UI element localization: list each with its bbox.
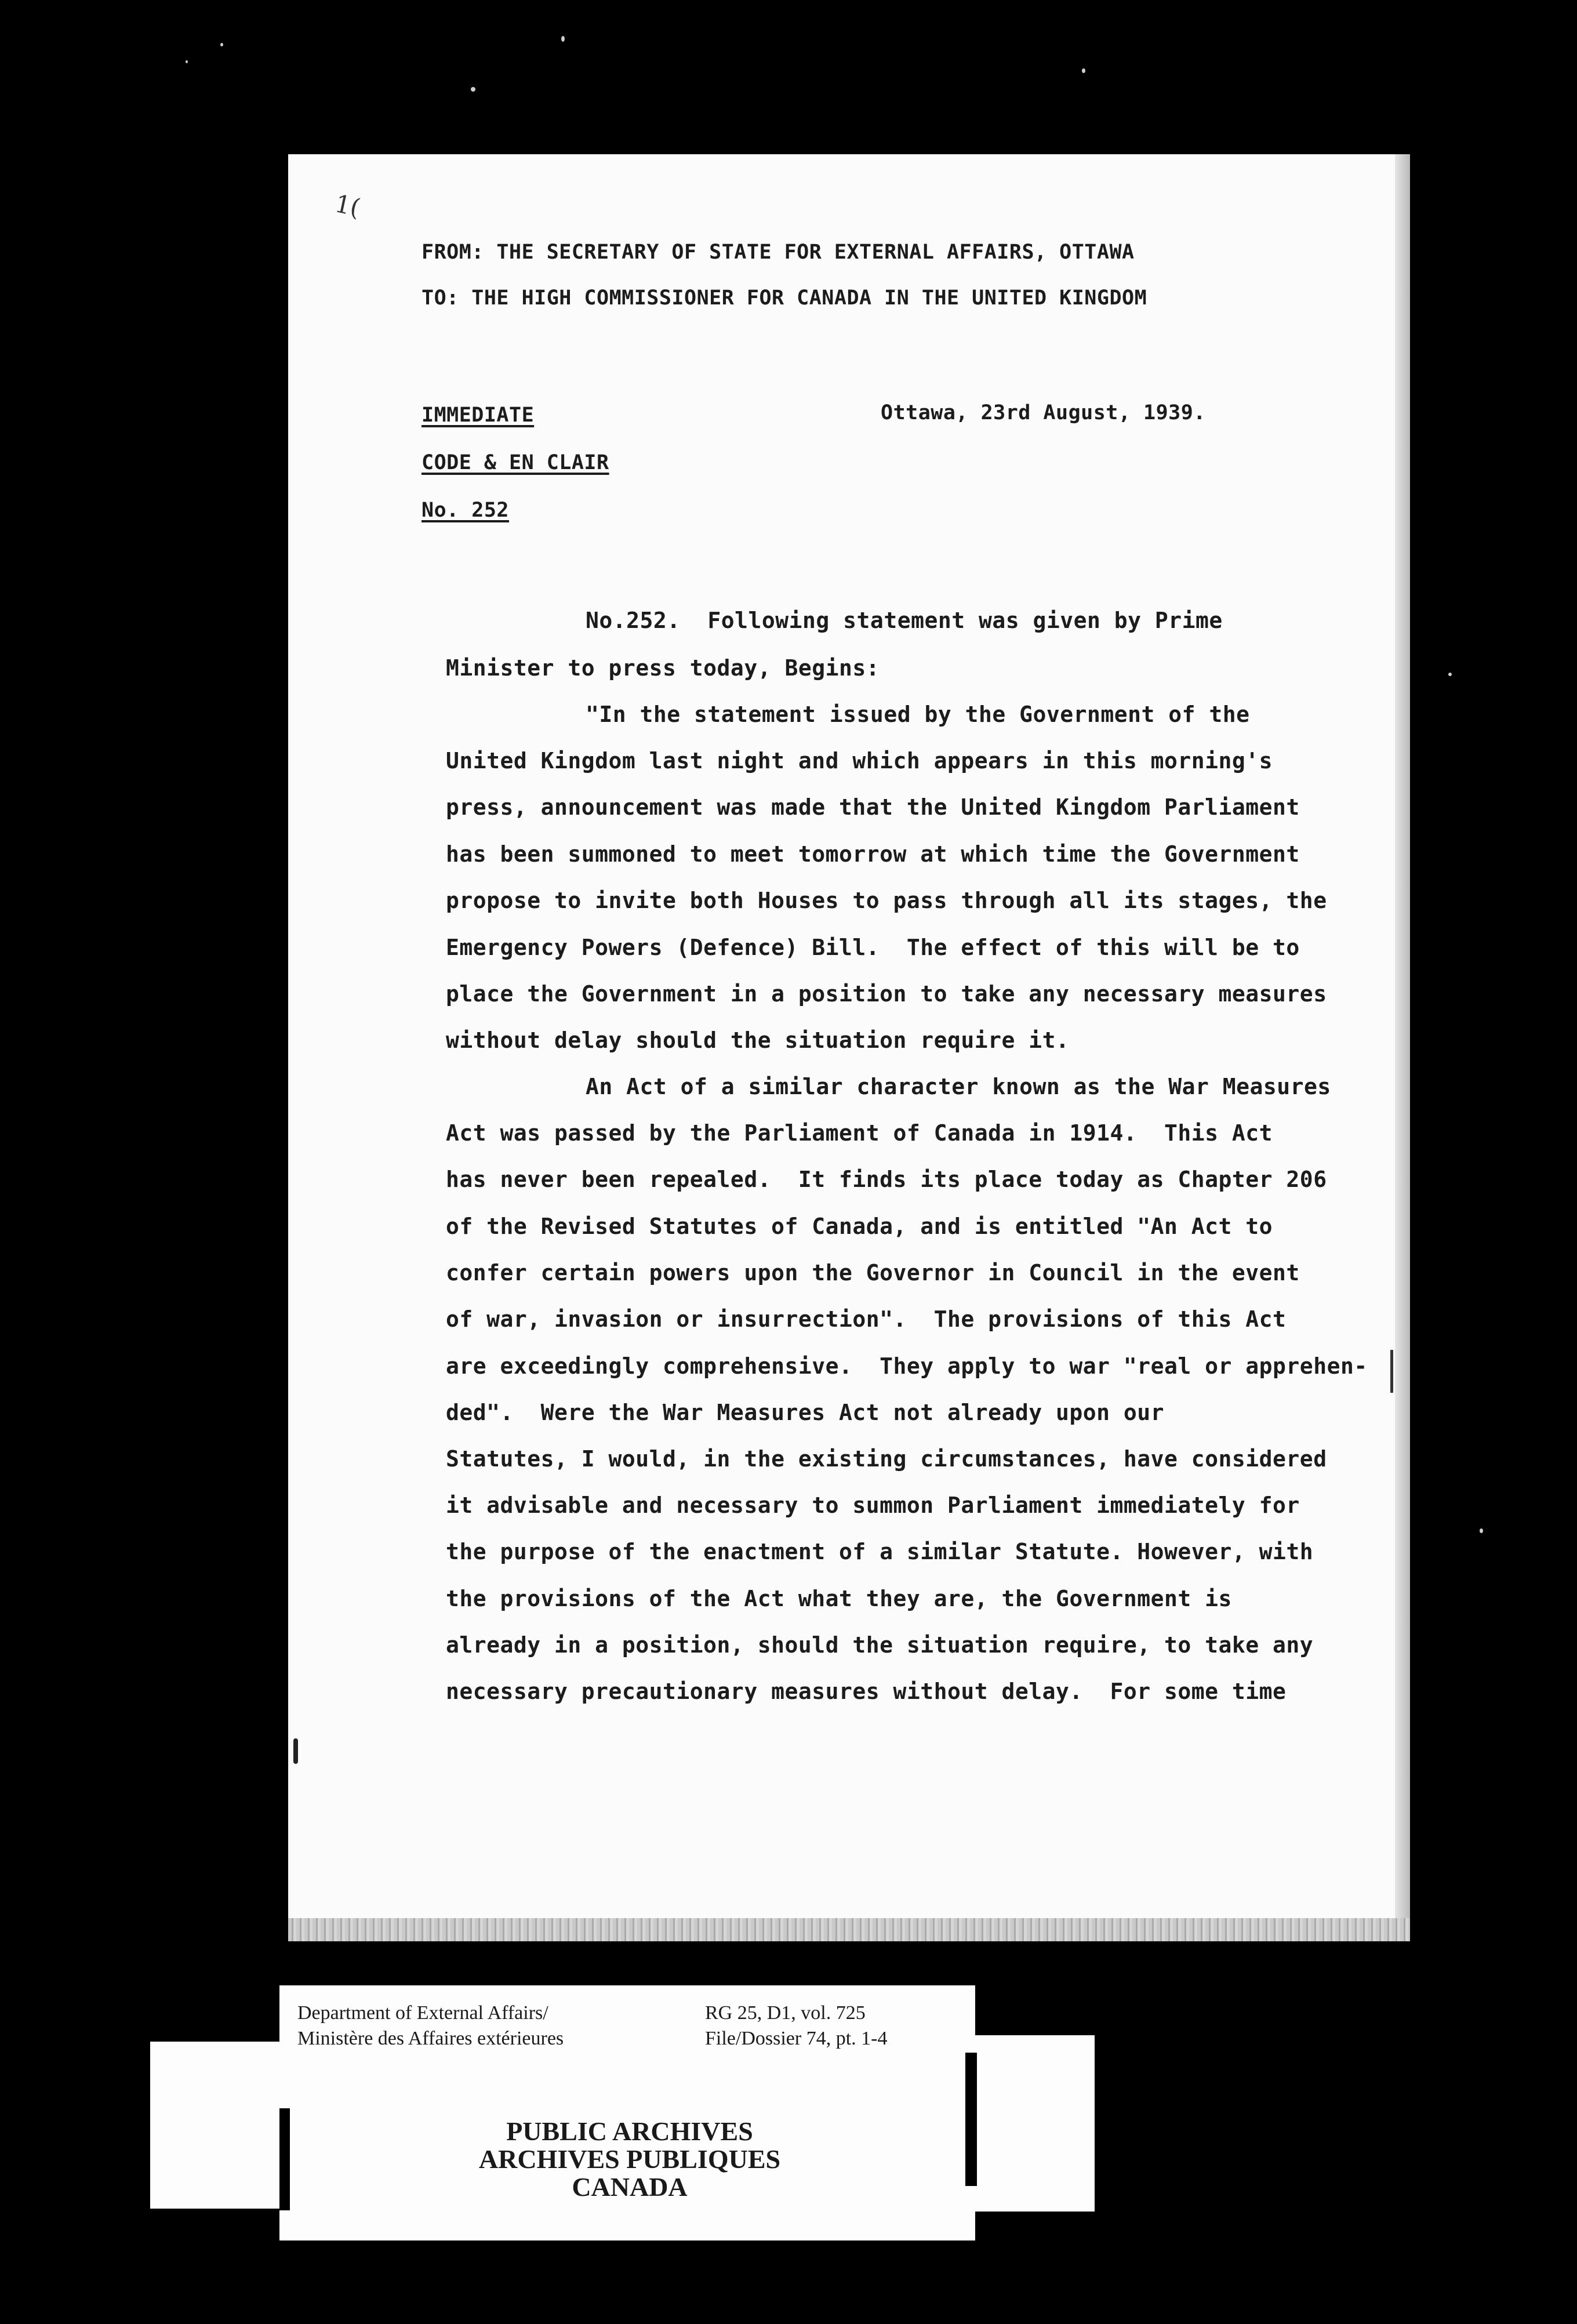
- body-line: An Act of a similar character known as the War Measures: [586, 1074, 1331, 1099]
- page-edge-shadow: [1395, 154, 1410, 1941]
- department-fr: Ministère des Affaires extérieures: [297, 2028, 564, 2049]
- film-speck: [186, 60, 188, 63]
- page-bottom-edge: [288, 1918, 1410, 1941]
- body-line: ded". Were the War Measures Act not already upon our: [446, 1400, 1165, 1425]
- body-line: the provisions of the Act what they are, the Government is: [446, 1586, 1232, 1611]
- archive-label-notch: [279, 2108, 290, 2210]
- archive-stamp-line1: PUBLIC ARCHIVES: [506, 2116, 753, 2146]
- telegram-number: No. 252: [421, 499, 510, 522]
- body-line: propose to invite both Houses to pass through all its stages, the: [446, 888, 1327, 913]
- priority-label: IMMEDIATE: [421, 404, 535, 427]
- film-speck: [220, 43, 223, 46]
- archive-file: File/Dossier 74, pt. 1-4: [705, 2028, 888, 2049]
- film-speck: [1480, 1528, 1483, 1533]
- body-line: of war, invasion or insurrection". The provisions of this Act: [446, 1306, 1287, 1332]
- archive-label-left-tab: [150, 2042, 289, 2209]
- handwritten-margin-mark: 1(: [332, 189, 363, 222]
- body-line: are exceedingly comprehensive. They apply to war "real or apprehen-: [446, 1353, 1368, 1379]
- body-line: place the Government in a position to take any necessary measures: [446, 981, 1327, 1007]
- body-line: the purpose of the enactment of a similar Statute. However, with: [446, 1539, 1314, 1564]
- department-en: Department of External Affairs/: [297, 2002, 548, 2024]
- body-line: United Kingdom last night and which appears in this morning's: [446, 748, 1273, 774]
- body-line: Statutes, I would, in the existing circumstances, have considered: [446, 1446, 1327, 1472]
- film-speck: [561, 36, 565, 42]
- body-line: has been summoned to meet tomorrow at which time the Government: [446, 841, 1300, 867]
- body-line: of the Revised Statutes of Canada, and is entitled "An Act to: [446, 1214, 1273, 1239]
- body-line: "In the statement issued by the Government of the: [586, 702, 1250, 727]
- from-line: FROM: THE SECRETARY OF STATE FOR EXTERNAL AFFAIRS, OTTAWA: [421, 241, 1135, 264]
- body-line: has never been repealed. It finds its place today as Chapter 206: [446, 1167, 1327, 1192]
- archive-stamp-line3: CANADA: [572, 2172, 688, 2202]
- film-speck: [471, 87, 475, 92]
- body-line: without delay should the situation require it.: [446, 1027, 1070, 1053]
- margin-speck: [293, 1738, 298, 1764]
- place-date: Ottawa, 23rd August, 1939.: [881, 401, 1206, 424]
- body-line: No.252. Following statement was given by Prime: [586, 608, 1223, 633]
- body-line: Act was passed by the Parliament of Canada in 1914. This Act: [446, 1120, 1273, 1146]
- body-line: already in a position, should the situation require, to take any: [446, 1632, 1314, 1658]
- body-line: Minister to press today, Begins:: [446, 655, 880, 681]
- film-speck: [1082, 68, 1085, 73]
- transmission-mode: CODE & EN CLAIR: [421, 451, 609, 474]
- body-line: press, announcement was made that the United Kingdom Parliament: [446, 794, 1300, 820]
- to-line: TO: THE HIGH COMMISSIONER FOR CANADA IN THE UNITED KINGDOM: [421, 286, 1147, 310]
- body-line: necessary precautionary measures without delay. For some time: [446, 1679, 1287, 1704]
- body-line: it advisable and necessary to summon Parliament immediately for: [446, 1493, 1300, 1518]
- archive-label-notch: [965, 2053, 977, 2186]
- archive-label-right-tab: [965, 2035, 1095, 2212]
- margin-bar-mark: [1390, 1350, 1393, 1393]
- archive-reference: RG 25, D1, vol. 725: [705, 2002, 866, 2024]
- body-line: confer certain powers upon the Governor in Council in the event: [446, 1260, 1300, 1286]
- archive-stamp-line2: ARCHIVES PUBLIQUES: [478, 2144, 781, 2174]
- film-speck: [1448, 673, 1452, 676]
- body-line: Emergency Powers (Defence) Bill. The effect of this will be to: [446, 935, 1300, 960]
